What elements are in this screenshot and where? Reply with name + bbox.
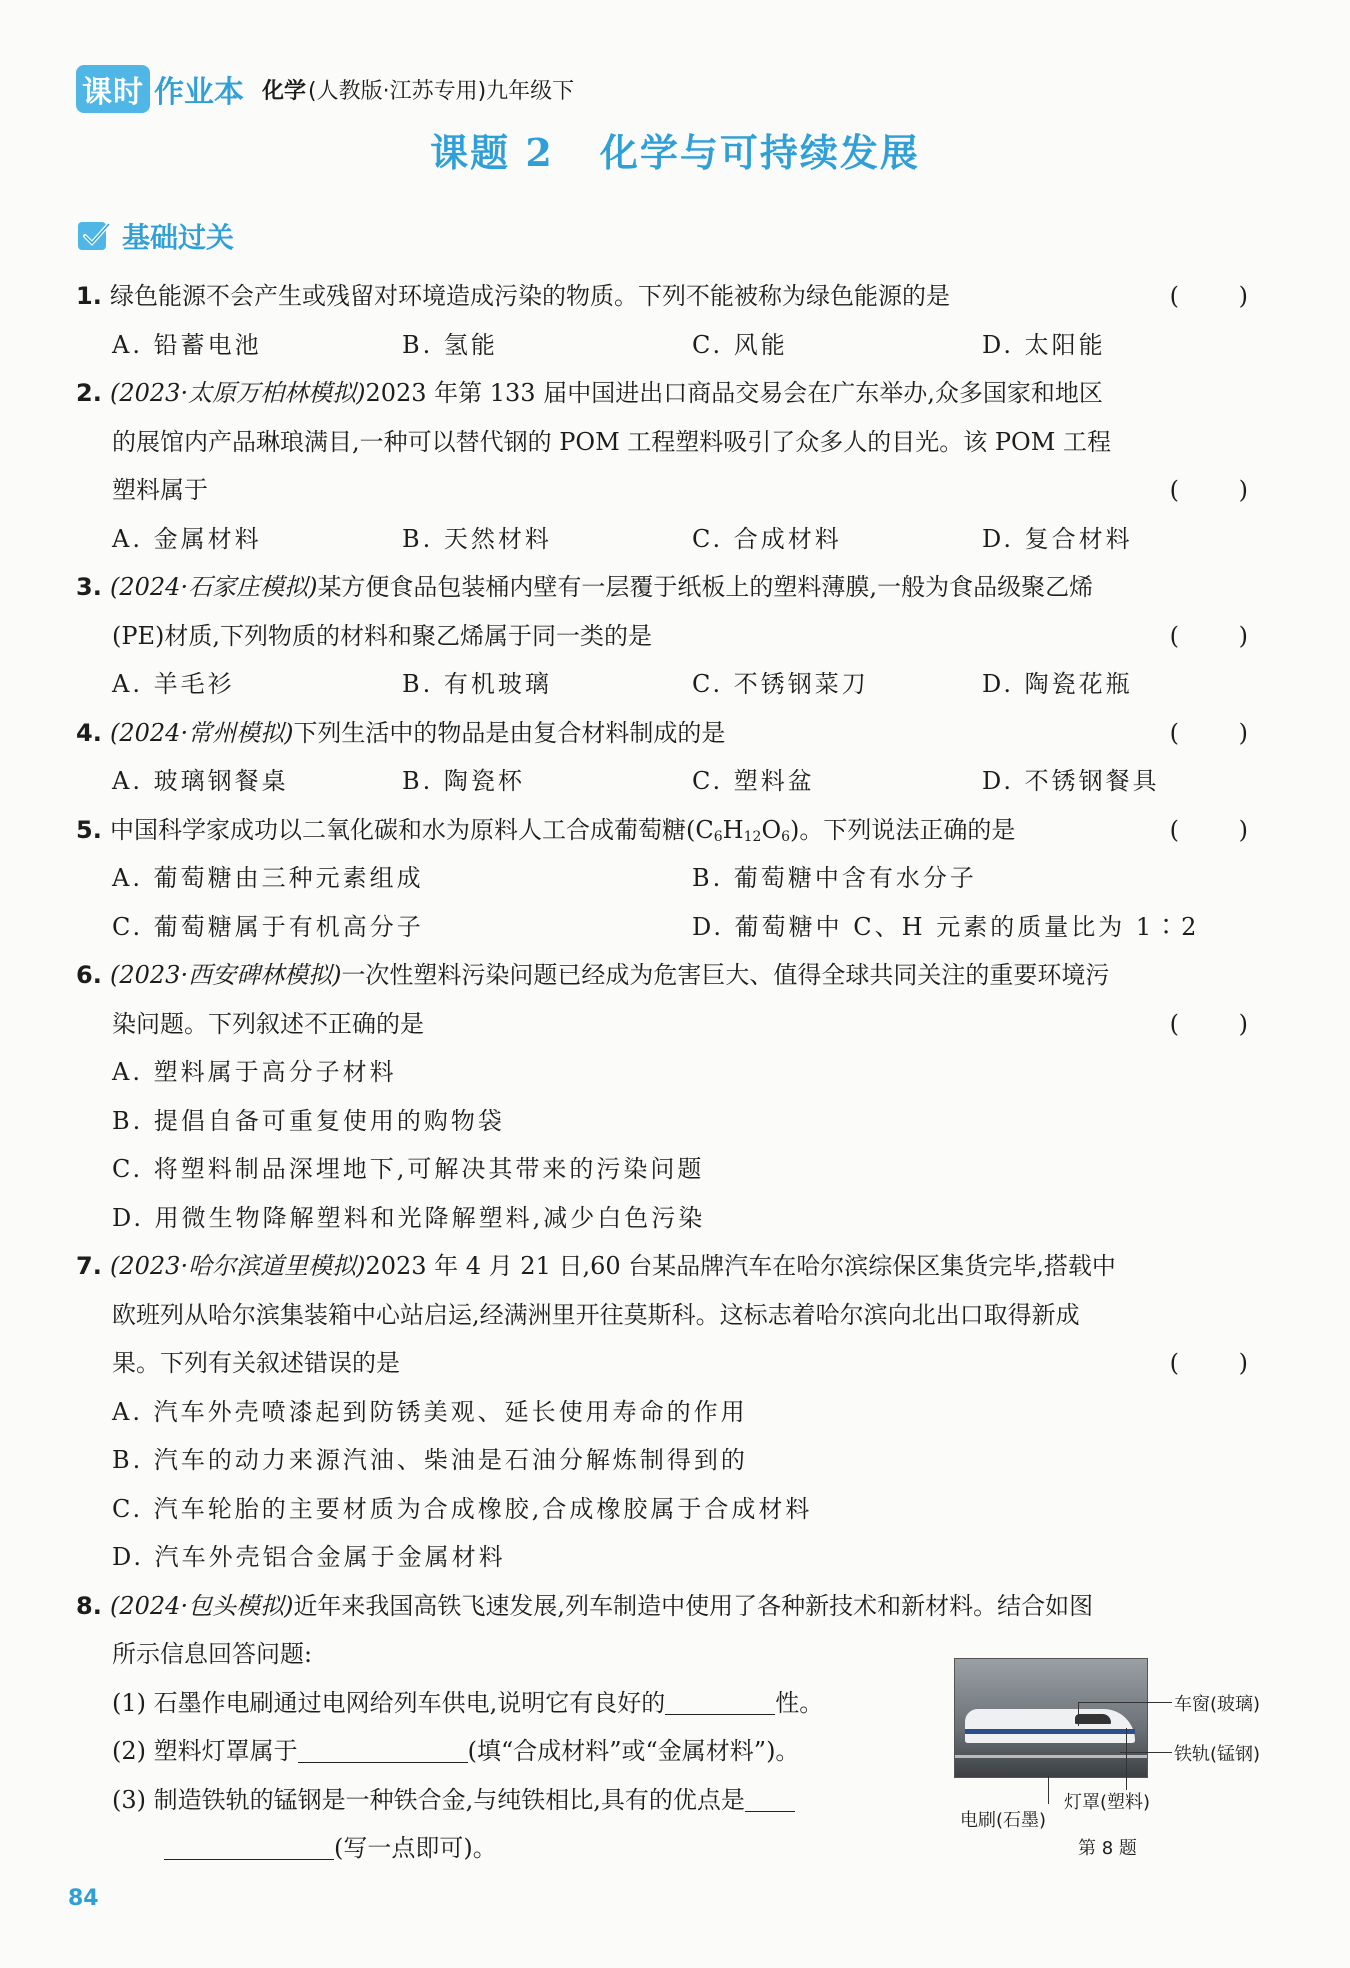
option: C. 汽车轮胎的主要材质为合成橡胶,合成橡胶属于合成材料 (112, 1494, 813, 1523)
question-4 (76, 709, 1274, 758)
question-text: )。下列说法正确的是 (790, 815, 1016, 844)
formula-subscript: 6 (781, 828, 791, 845)
lesson-title (0, 122, 1350, 177)
leader-line (1120, 1752, 1172, 1753)
option: D. 太阳能 (982, 330, 1106, 359)
question-text: 2023 年 4 月 21 日,60 台某品牌汽车在哈尔滨综保区集货完毕,搭载中 (365, 1252, 1116, 1280)
answer-blank[interactable] (745, 1781, 795, 1812)
question-text: 塑料属于 (112, 476, 208, 504)
sub-question-text: (1) 石墨作电刷通过电网给列车供电,说明它有良好的 (112, 1688, 666, 1717)
option: A. 葡萄糖由三种元素组成 (112, 864, 424, 892)
section-label: 基础过关 (122, 221, 235, 254)
lesson-number: 课题 2 (430, 130, 554, 175)
question-source: (2024·常州模拟) (110, 718, 294, 747)
question-source: (2024·石家庄模拟) (110, 573, 318, 601)
answer-blank[interactable] (665, 1684, 775, 1715)
label-window: 车窗(玻璃) (1174, 1694, 1261, 1715)
option: D. 葡萄糖中 C、H 元素的质量比为 1∶2 (692, 912, 1200, 941)
sub-question-text: 性。 (775, 1688, 824, 1717)
question-1 (76, 272, 1274, 321)
question-5 (76, 806, 1274, 855)
option: B. 天然材料 (402, 524, 552, 553)
question-text: 一次性塑料污染问题已经成为危害巨大、值得全球共同关注的重要环境污 (341, 961, 1110, 989)
question-text: 绿色能源不会产生或残留对环境造成污染的物质。下列不能被称为绿色能源的是 (110, 282, 950, 310)
question-8 (76, 1582, 1274, 1631)
train-figure (950, 1658, 1280, 1858)
question-text: 中国科学家成功以二氧化碳和水为原料人工合成葡萄糖( (110, 815, 696, 844)
question-source: (2023·太原万柏林模拟) (110, 379, 366, 407)
checkbox-icon (76, 218, 112, 254)
option: C. 合成材料 (692, 524, 842, 553)
answer-bracket: ( ) (1169, 815, 1274, 844)
leader-line (1048, 1776, 1049, 1804)
question-text: (PE)材质,下列物质的材料和聚乙烯属于同一类的是 (112, 621, 653, 650)
label-lamp: 灯罩(塑料) (1064, 1792, 1151, 1813)
answer-bracket: ( ) (1169, 1009, 1274, 1038)
options-1 (76, 321, 1274, 370)
question-number: 3. (76, 573, 102, 601)
question-text-line: 所示信息回答问题: (112, 1640, 313, 1668)
question-text: 果。下列有关叙述错误的是 (112, 1349, 400, 1377)
option: A. 汽车外壳喷漆起到防锈美观、延长使用寿命的作用 (112, 1397, 748, 1426)
question-6 (76, 951, 1274, 1000)
question-6-last (76, 1000, 1274, 1049)
question-number: 7. (76, 1252, 102, 1280)
question-source: (2023·西安碑林模拟) (110, 961, 342, 989)
option: B. 陶瓷杯 (402, 767, 525, 795)
option: D. 汽车外壳铝合金属于金属材料 (112, 1543, 506, 1571)
label-brush: 电刷(石墨) (960, 1810, 1047, 1831)
option: B. 汽车的动力来源汽油、柴油是石油分解炼制得到的 (112, 1446, 748, 1474)
leader-line (1078, 1702, 1079, 1726)
options-3 (76, 660, 1274, 709)
option: A. 铅蓄电池 (112, 330, 262, 359)
question-text: 下列生活中的物品是由复合材料制成的是 (293, 718, 726, 747)
answer-bracket: ( ) (1169, 282, 1274, 310)
formula: $C_6H_{12}O_6$ (695, 815, 791, 845)
answer-blank[interactable] (164, 1829, 334, 1860)
question-number: 4. (76, 718, 102, 747)
train-window (1075, 1714, 1111, 1724)
options-5b (76, 903, 1274, 952)
question-3-last (76, 612, 1274, 661)
option: D. 复合材料 (982, 524, 1133, 553)
train-photo (954, 1658, 1148, 1778)
question-source: (2023·哈尔滨道里模拟) (110, 1252, 366, 1280)
train-stripe (965, 1729, 1135, 1734)
question-number: 8. (76, 1591, 102, 1620)
train-body (965, 1709, 1135, 1743)
question-number: 5. (76, 815, 102, 844)
rail (955, 1755, 1147, 1758)
formula-subscript: 6 (713, 828, 723, 845)
sub-question-text: (填“合成材料”或“金属材料”)。 (467, 1737, 800, 1765)
sub-question-text: (写一点即可)。 (334, 1834, 497, 1862)
option: B. 氢能 (402, 330, 498, 359)
question-text: 某方便食品包装桶内壁有一层覆于纸板上的塑料薄膜,一般为食品级聚乙烯 (317, 573, 1094, 601)
question-text: 2023 年第 133 届中国进出口商品交易会在广东举办,众多国家和地区 (365, 379, 1103, 407)
brand-logo-highlight: 课时 (76, 65, 150, 113)
question-2-last (76, 466, 1274, 515)
option: A. 玻璃钢餐桌 (112, 767, 289, 795)
answer-bracket: ( ) (1169, 718, 1274, 747)
option: D. 陶瓷花瓶 (982, 670, 1133, 698)
question-number: 6. (76, 961, 102, 989)
question-number: 1. (76, 282, 102, 310)
leader-line (1126, 1728, 1127, 1790)
option: C. 塑料盆 (692, 767, 815, 795)
question-text: 近年来我国高铁飞速发展,列车制造中使用了各种新技术和新材料。结合如图 (293, 1591, 1094, 1620)
section-heading (76, 216, 234, 256)
options-5a (76, 854, 1274, 903)
option: C. 不锈钢菜刀 (692, 670, 869, 698)
question-text: 染问题。下列叙述不正确的是 (112, 1009, 424, 1038)
option: A. 金属材料 (112, 524, 262, 553)
sub-question-text: (3) 制造铁轨的锰钢是一种铁合金,与纯铁相比,具有的优点是 (112, 1785, 745, 1814)
option: B. 葡萄糖中含有水分子 (692, 864, 977, 892)
lesson-name: 化学与可持续发展 (599, 130, 920, 175)
leader-line (1078, 1702, 1172, 1703)
question-text-line: 的展馆内产品琳琅满目,一种可以替代钢的 POM 工程塑料吸引了众多人的目光。该 POM 工程 (112, 427, 1111, 456)
question-number: 2. (76, 379, 102, 407)
option: B. 提倡自备可重复使用的购物袋 (112, 1106, 505, 1135)
header (76, 66, 574, 112)
question-7-last (76, 1339, 1274, 1388)
page-number: 84 (68, 1886, 99, 1911)
answer-bracket: ( ) (1169, 621, 1274, 650)
option: D. 不锈钢餐具 (982, 767, 1160, 795)
question-7 (76, 1242, 1274, 1291)
formula-subscript: 12 (743, 828, 762, 845)
label-rail: 铁轨(锰钢) (1174, 1744, 1261, 1765)
question-source: (2024·包头模拟) (110, 1591, 294, 1620)
question-2 (76, 369, 1274, 418)
option: C. 风能 (692, 330, 788, 359)
options-4 (76, 757, 1274, 806)
option: C. 将塑料制品深埋地下,可解决其带来的污染问题 (112, 1155, 705, 1183)
question-text-line: 欧班列从哈尔滨集装箱中心站启运,经满洲里开往莫斯科。这标志着哈尔滨向北出口取得新成 (112, 1300, 1080, 1329)
brand-logo-text: 作业本 (154, 75, 244, 110)
options-2 (76, 515, 1274, 564)
answer-blank[interactable] (298, 1732, 468, 1763)
sub-question-text: (2) 塑料灯罩属于 (112, 1737, 298, 1765)
questions (76, 272, 1274, 1873)
option: A. 塑料属于高分子材料 (112, 1058, 397, 1086)
option: D. 用微生物降解塑料和光降解塑料,减少白色污染 (112, 1203, 706, 1232)
question-3 (76, 563, 1274, 612)
answer-bracket: ( ) (1169, 476, 1274, 504)
option: B. 有机玻璃 (402, 670, 552, 698)
subject: 化学 (262, 78, 307, 104)
option: A. 羊毛衫 (112, 670, 235, 698)
edition: (人教版·江苏专用)九年级下 (308, 78, 575, 104)
option: C. 葡萄糖属于有机高分子 (112, 912, 424, 941)
figure-caption: 第 8 题 (1078, 1838, 1137, 1859)
answer-bracket: ( ) (1169, 1349, 1274, 1377)
